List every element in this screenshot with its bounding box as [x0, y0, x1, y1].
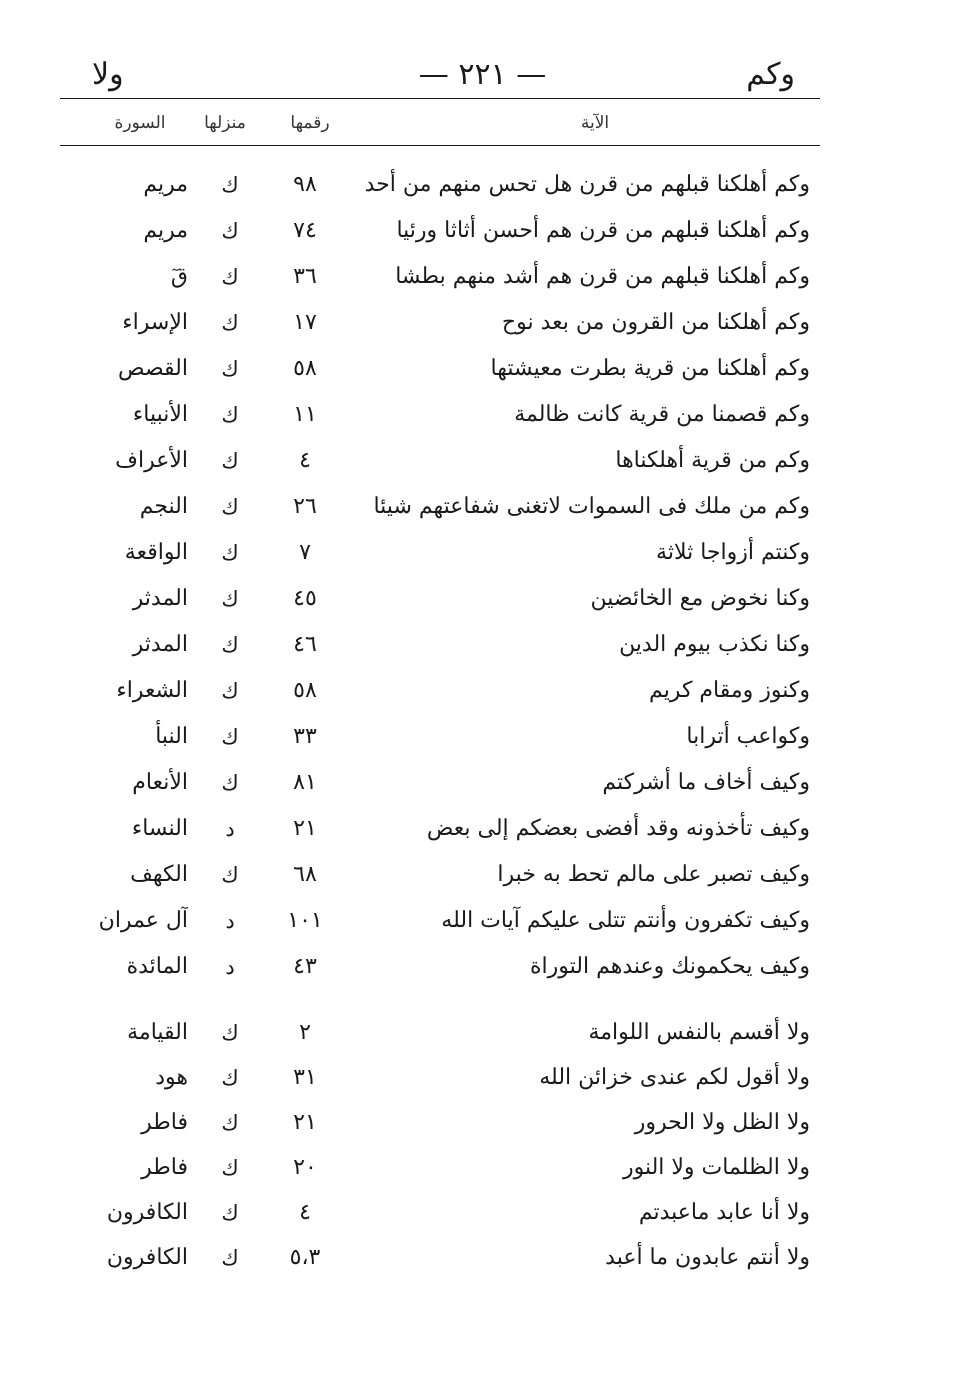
revelation-place: ك — [221, 311, 239, 335]
verse-text: وكيف تأخذونه وقد أفضى بعضكم إلى بعض — [426, 816, 810, 841]
verse-number: ٦٨ — [293, 862, 317, 887]
header-rule — [60, 98, 820, 99]
column-header-rule — [60, 145, 820, 146]
surah-name: النساء — [131, 816, 188, 841]
surah-name: الأعراف — [115, 448, 188, 473]
revelation-place: د — [225, 817, 235, 841]
revelation-place: ك — [221, 541, 239, 565]
surah-name: النجم — [139, 494, 188, 519]
verse-number: ٣٦ — [293, 264, 317, 289]
verse-text: وكنتم أزواجا ثلاثة — [656, 540, 810, 565]
revelation-place: د — [225, 955, 235, 979]
verse-text: وكنوز ومقام كريم — [649, 678, 810, 703]
verse-text: ولا أقول لكم عندى خزائن الله — [539, 1065, 810, 1090]
surah-name: المدثر — [132, 632, 188, 657]
verse-text: وكم من ملك فى السموات لاتغنى شفاعتهم شيئا — [373, 494, 810, 519]
verse-number: ٧٤ — [293, 218, 317, 243]
verse-number: ٥٨ — [293, 356, 317, 381]
revelation-place: ك — [221, 265, 239, 289]
column-header-surah: السورة — [114, 113, 166, 133]
table-row — [0, 346, 965, 392]
table-row — [0, 576, 965, 622]
surah-name: الأنبياء — [132, 402, 188, 427]
verse-text: ولا أنا عابد ماعبدتم — [638, 1200, 810, 1225]
verse-text: وكيف أخاف ما أشركتم — [602, 770, 810, 795]
revelation-place: ك — [221, 1066, 239, 1090]
verse-text: ولا أقسم بالنفس اللوامة — [588, 1020, 810, 1045]
surah-name: آل عمران — [98, 908, 188, 933]
verse-text: وكنا نخوض مع الخائضين — [590, 586, 810, 611]
surah-name: فاطر — [141, 1110, 188, 1135]
verse-number: ٤٥ — [293, 586, 317, 611]
revelation-place: ك — [221, 219, 239, 243]
verse-text: وكم أهلكنا قبلهم من قرن هل تحس منهم من أحد — [364, 172, 810, 197]
table-row — [0, 300, 965, 346]
verse-number: ٧ — [299, 540, 311, 565]
verse-number: ٢٠ — [293, 1155, 317, 1180]
table-row — [0, 898, 965, 944]
revelation-place: ك — [221, 1156, 239, 1180]
verse-text: وكواعب أترابا — [686, 724, 810, 749]
table-row — [0, 806, 965, 852]
table-row — [0, 530, 965, 576]
surah-name: النبأ — [155, 724, 188, 749]
table-row — [0, 208, 965, 254]
verse-text: وكم أهلكنا من القرون من بعد نوح — [501, 310, 810, 335]
revelation-place: ك — [221, 863, 239, 887]
verse-text: ولا الظلمات ولا النور — [622, 1155, 810, 1180]
revelation-place: ك — [221, 403, 239, 427]
verse-number: ٢٦ — [293, 494, 317, 519]
catchword-left: ولا — [92, 57, 124, 92]
verse-number: ١١ — [293, 402, 317, 427]
revelation-place: ك — [221, 495, 239, 519]
revelation-place: د — [225, 909, 235, 933]
surah-name: الإسراء — [122, 310, 188, 335]
verse-number: ٩٨ — [293, 172, 317, 197]
surah-name: القصص — [118, 356, 188, 381]
revelation-place: ك — [221, 725, 239, 749]
verse-number: ٨١ — [293, 770, 317, 795]
surah-name: هود — [155, 1065, 188, 1090]
surah-name: الواقعة — [124, 540, 188, 565]
table-row — [0, 1190, 965, 1236]
surah-name: المدثر — [132, 586, 188, 611]
verse-number: ٣٣ — [293, 724, 317, 749]
verse-text: وكيف يحكمونك وعندهم التوراة — [530, 954, 810, 979]
revelation-place: ك — [221, 587, 239, 611]
catchword-right: وكم — [746, 57, 795, 92]
surah-name: القيامة — [127, 1020, 188, 1045]
table-row — [0, 852, 965, 898]
revelation-place: ك — [221, 357, 239, 381]
verse-text: وكيف تصبر على مالم تحط به خبرا — [497, 862, 810, 887]
table-row — [0, 392, 965, 438]
surah-name: الكافرون — [106, 1245, 188, 1270]
surah-name: قٓ — [170, 264, 188, 289]
surah-name: مريم — [143, 218, 188, 243]
verse-text: وكم أهلكنا من قرية بطرت معيشتها — [490, 356, 810, 381]
verse-text: وكم أهلكنا قبلهم من قرن هم أحسن أثاثا ورئيا — [396, 218, 810, 243]
verse-text: وكيف تكفرون وأنتم تتلى عليكم آيات الله — [441, 908, 810, 933]
table-row — [0, 1100, 965, 1146]
table-row — [0, 668, 965, 714]
verse-number: ٥،٣ — [289, 1245, 321, 1270]
revelation-place: ك — [221, 1021, 239, 1045]
surah-name: المائدة — [126, 954, 188, 979]
table-row — [0, 622, 965, 668]
verse-text: وكم قصمنا من قرية كانت ظالمة — [514, 402, 810, 427]
table-row — [0, 438, 965, 484]
revelation-place: ك — [221, 679, 239, 703]
revelation-place: ك — [221, 449, 239, 473]
table-row — [0, 1235, 965, 1281]
verse-number: ١٧ — [293, 310, 317, 335]
verse-text: ولا أنتم عابدون ما أعبد — [605, 1245, 810, 1270]
surah-name: فاطر — [141, 1155, 188, 1180]
table-row — [0, 162, 965, 208]
table-row — [0, 484, 965, 530]
surah-name: الشعراء — [116, 678, 188, 703]
revelation-place: ك — [221, 633, 239, 657]
table-row — [0, 254, 965, 300]
verse-text: وكم من قرية أهلكناها — [615, 448, 810, 473]
surah-name: الأنعام — [132, 770, 188, 795]
verse-number: ٤ — [299, 1200, 311, 1225]
revelation-place: ك — [221, 1246, 239, 1270]
table-row — [0, 1055, 965, 1101]
revelation-place: ك — [221, 173, 239, 197]
column-header-place: منزلها — [204, 113, 246, 133]
column-header-verse: الآية — [580, 113, 610, 133]
table-row — [0, 944, 965, 990]
table-row — [0, 714, 965, 760]
verse-number: ٢١ — [293, 816, 317, 841]
table-row — [0, 760, 965, 806]
verse-text: وكم أهلكنا قبلهم من قرن هم أشد منهم بطشا — [395, 264, 810, 289]
verse-number: ٣١ — [293, 1065, 317, 1090]
revelation-place: ك — [221, 1111, 239, 1135]
verse-number: ٤٣ — [293, 954, 317, 979]
surah-name: الكافرون — [106, 1200, 188, 1225]
verse-number: ٢١ — [293, 1110, 317, 1135]
verse-number: ٤ — [299, 448, 311, 473]
table-row — [0, 1145, 965, 1191]
page-number: — ٢٢١ — — [418, 57, 547, 92]
verse-text: ولا الظل ولا الحرور — [634, 1110, 810, 1135]
verse-text: وكنا نكذب بيوم الدين — [619, 632, 810, 657]
revelation-place: ك — [221, 1201, 239, 1225]
surah-name: مريم — [143, 172, 188, 197]
verse-number: ١٠١ — [287, 908, 323, 933]
column-header-number: رقمها — [290, 113, 330, 133]
verse-number: ٢ — [299, 1020, 311, 1045]
verse-number: ٥٨ — [293, 678, 317, 703]
table-row — [0, 1010, 965, 1056]
verse-number: ٤٦ — [293, 632, 317, 657]
revelation-place: ك — [221, 771, 239, 795]
surah-name: الكهف — [130, 862, 188, 887]
